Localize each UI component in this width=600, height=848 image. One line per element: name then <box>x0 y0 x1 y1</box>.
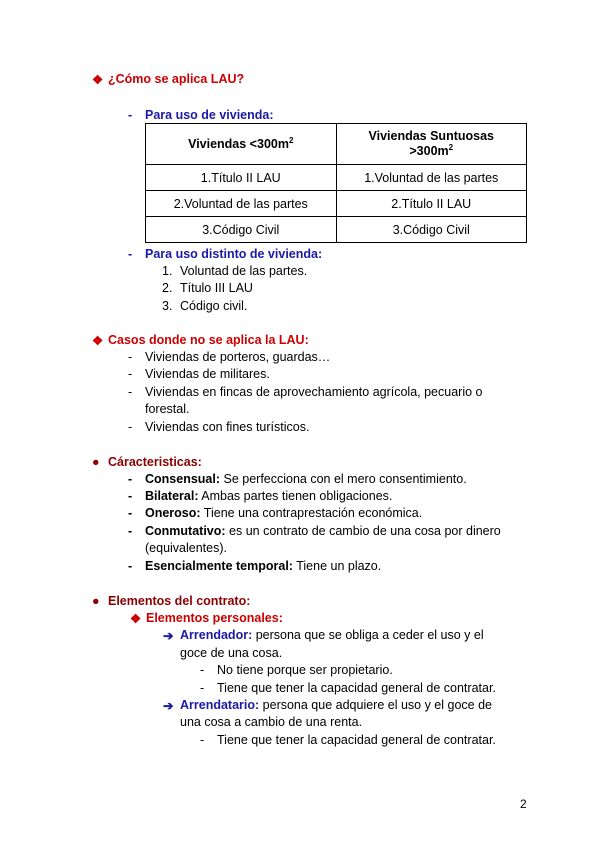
definition: Tiene un plazo. <box>292 559 382 573</box>
table-cell: 1.Voluntad de las partes <box>336 165 527 191</box>
arrendatario-definition <box>180 698 492 712</box>
term: Oneroso: <box>145 506 201 520</box>
dash-bullet: - <box>128 108 133 122</box>
table-cell: 2.Voluntad de las partes <box>146 191 337 217</box>
distinto-label: Para uso distinto de vivienda: <box>145 247 323 261</box>
round-bullet-icon: ● <box>92 594 100 608</box>
dash-bullet: - <box>128 385 133 399</box>
dash-bullet: - <box>128 247 133 261</box>
list-item-continuation: (equivalentes). <box>145 541 227 555</box>
section-heading-elementos: Elementos del contrato: <box>108 594 251 608</box>
definition: persona que adquiere el uso y el goce de <box>259 698 492 712</box>
list-number: 2. <box>162 281 173 295</box>
definition: Tiene una contraprestación económica. <box>200 506 423 520</box>
dash-bullet: - <box>128 420 133 434</box>
diamond-bullet-icon: ❖ <box>92 334 104 348</box>
diamond-bullet-icon: ❖ <box>92 73 104 87</box>
section-heading-caracteristicas: Cáracteristicas: <box>108 455 202 469</box>
section-heading-casos: Casos donde no se aplica la LAU: <box>108 333 309 347</box>
list-number: 1. <box>162 264 173 278</box>
definition-continuation: una cosa a cambio de una renta. <box>180 715 363 729</box>
table-cell: 3.Código Civil <box>336 217 527 243</box>
list-item: Viviendas con fines turísticos. <box>145 420 310 434</box>
arrow-right-icon: ➔ <box>163 629 174 643</box>
table-cell: 2.Título II LAU <box>336 191 527 217</box>
lau-table <box>145 123 527 243</box>
vivienda-label: Para uso de vivienda: <box>145 108 274 122</box>
page-number: 2 <box>520 797 527 811</box>
dash-bullet: - <box>200 733 205 747</box>
term: Consensual: <box>145 472 221 486</box>
sub-heading-personales: Elementos personales: <box>146 611 283 625</box>
term: Arrendador: <box>180 628 253 642</box>
list-item <box>145 559 381 573</box>
dash-bullet: - <box>128 472 133 486</box>
list-item <box>145 524 501 538</box>
table-row <box>146 165 527 191</box>
table-header-cell: Viviendas Suntuosas $>300m^2$ <box>336 124 527 165</box>
arrow-right-icon: ➔ <box>163 699 174 713</box>
dash-bullet: - <box>128 350 133 364</box>
dash-bullet: - <box>128 489 133 503</box>
term: Arrendatario: <box>180 698 260 712</box>
definition: Se perfecciona con el mero consentimiento. <box>220 472 467 486</box>
table-row <box>146 217 527 243</box>
table-cell: 1.Título II LAU <box>146 165 337 191</box>
list-item <box>145 489 392 503</box>
dash-bullet: - <box>128 367 133 381</box>
table-row <box>146 191 527 217</box>
list-item-continuation: forestal. <box>145 402 190 416</box>
list-item: No tiene porque ser propietario. <box>217 663 393 677</box>
section-heading-lau: ¿Cómo se aplica LAU? <box>108 72 245 86</box>
definition: es un contrato de cambio de una cosa por dinero <box>225 524 501 538</box>
list-item: Viviendas en fincas de aprovechamiento agrícola, pecuario o <box>145 385 483 399</box>
definition: persona que se obliga a ceder el uso y el <box>252 628 484 642</box>
term: Conmutativo: <box>145 524 226 538</box>
list-number: 3. <box>162 299 173 313</box>
list-item <box>145 506 422 520</box>
dash-bullet: - <box>128 524 133 538</box>
list-item: Viviendas de militares. <box>145 367 270 381</box>
dash-bullet: - <box>128 506 133 520</box>
list-item: Código civil. <box>180 299 248 313</box>
list-item: Voluntad de las partes. <box>180 264 308 278</box>
diamond-bullet-icon: ❖ <box>130 612 142 626</box>
term: Bilateral: <box>145 489 199 503</box>
arrendador-definition <box>180 628 484 642</box>
table-header-row <box>146 124 527 165</box>
term: Esencialmente temporal: <box>145 559 293 573</box>
list-item: Título III LAU <box>180 281 253 295</box>
list-item <box>145 472 467 486</box>
dash-bullet: - <box>200 681 205 695</box>
list-item: Tiene que tener la capacidad general de contratar. <box>217 733 496 747</box>
dash-bullet: - <box>200 663 205 677</box>
table-cell: 3.Código Civil <box>146 217 337 243</box>
dash-bullet: - <box>128 559 133 573</box>
list-item: Tiene que tener la capacidad general de contratar. <box>217 681 496 695</box>
round-bullet-icon: ● <box>92 455 100 469</box>
table-header-cell: Viviendas $<300m^2$ <box>146 124 337 165</box>
definition-continuation: goce de una cosa. <box>180 646 283 660</box>
list-item: Viviendas de porteros, guardas… <box>145 350 331 364</box>
definition: Ambas partes tienen obligaciones. <box>198 489 393 503</box>
